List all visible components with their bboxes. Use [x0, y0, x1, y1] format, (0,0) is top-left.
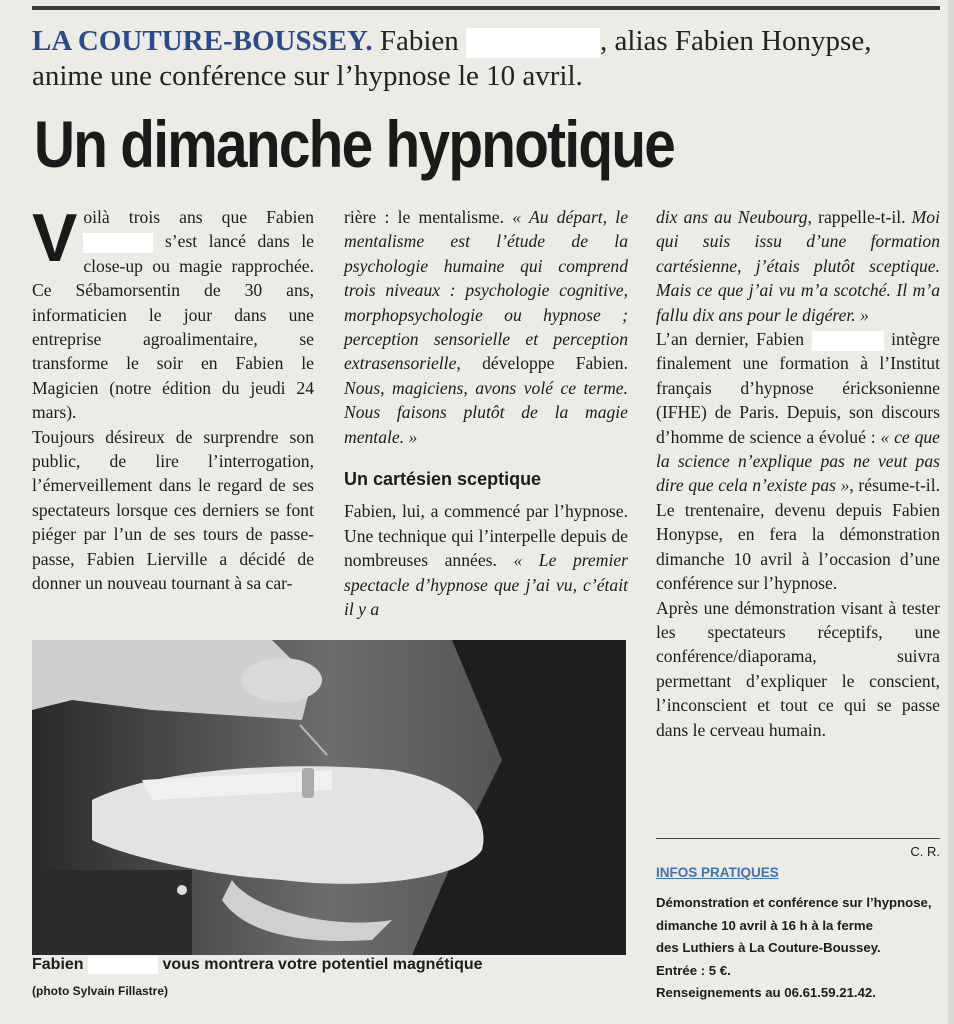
text: Fabien, lui, a commencé par l’hypnose. Une technique qui l’interpelle depuis de nombreuses années. [344, 501, 628, 571]
redacted-name [812, 331, 884, 351]
paragraph [656, 205, 940, 327]
hands-photo-illustration [32, 640, 626, 955]
text: , développe Fabien. [456, 353, 628, 374]
paragraph [32, 200, 314, 425]
quote: Moi qui suis issu d’une formation cartésienne, j’étais plutôt sceptique. Mais ce que j’ai vu m’a scotché. Il m’a fallu dix ans pour le digérer. » [656, 207, 940, 325]
paragraph [344, 205, 628, 449]
paragraph [344, 499, 628, 621]
kicker-text-2: , alias Fabien Honypse, anime une conférence sur l’hypnose le 10 avril. [32, 25, 872, 92]
redacted-name [83, 233, 153, 253]
paragraph [656, 327, 940, 595]
infos-title: INFOS PRATIQUES [656, 865, 779, 880]
column-3 [656, 205, 940, 742]
info-line: Entrée : 5 €. [656, 962, 731, 978]
redacted-name [466, 28, 600, 58]
paragraph: Après une démonstration visant à tester les spectateurs réceptifs, une conférence/diaporama, suivra permettant d’expliquer le conscient, l’inconscient et tout ce qui se passe dans le cerveau humain. [656, 597, 940, 740]
quote: « ce que la science n’explique pas ne veut pas dire que cela n’existe pas » [656, 426, 940, 496]
quote: « Le premier spectacle d’hypnose que j’ai vu, c’était il y a [344, 550, 628, 620]
column-2 [344, 205, 628, 622]
kicker-text-1: Fabien [372, 25, 467, 57]
headline: Un dimanche hypnotique [34, 107, 675, 181]
text: intègre finalement une formation à l’Institut français d’hypnose éricksonienne (IFHE) de Paris. Depuis, son discours d’homme de science a évolué : [656, 329, 940, 447]
quote: dix ans au Neubourg [656, 207, 808, 227]
infos-body [656, 892, 946, 1005]
kicker-place: LA COUTURE-BOUSSEY. [32, 25, 373, 57]
quote: « Au départ, le mentalisme est l’étude de la psychologie humaine qui comprend trois niveaux : psychologie cognitive, morphopsychologie ou hypnose ; perception sensorielle et perception extrasensorielle [344, 207, 629, 374]
quote: Nous, magiciens, avons volé ce terme. Nous faisons plutôt de la magie mentale. » [344, 377, 628, 447]
info-line: Démonstration et conférence sur l’hypnose, [656, 895, 932, 910]
text: Fabien [32, 956, 89, 974]
text: oilà trois ans que Fabien [83, 207, 314, 227]
subheading: Un cartésien sceptique [344, 469, 542, 490]
photo-credit: (photo Sylvain Fillastre) [32, 984, 169, 998]
redacted-name [88, 956, 158, 974]
photo-caption [32, 956, 483, 974]
text: s’est lancé dans le close-up ou magie rapprochée. Ce Sébamorsentin de 30 ans, informaticien le jour dans une entreprise agroalimentaire, se transforme le soir en Fabien le Magicien (notre édition du jeudi 24 mars). [32, 231, 314, 423]
info-line: des Luthiers à La Couture-Boussey. [656, 940, 881, 955]
text: vous montrera votre potentiel magnétique [158, 956, 483, 974]
text: rière : le mentalisme. [344, 207, 513, 227]
text: , rappelle-t-il. [807, 207, 912, 227]
page-edge [948, 0, 954, 1024]
article-photo [32, 640, 626, 955]
info-line: dimanche 10 avril à 16 h à la ferme [656, 917, 873, 933]
divider [656, 838, 940, 839]
top-rule [32, 6, 940, 10]
paragraph: Toujours désireux de surprendre son public, de lire l’interrogation, l’émerveillement dans le regard de ses spectateurs lorsque ces derniers se font piéger par l’un de ses tours de passe-passe, Fabien Lierville a décidé de donner un nouveau tournant à sa car- [32, 426, 314, 594]
article-kicker [32, 24, 912, 94]
text: L’an dernier, Fabien [656, 329, 812, 350]
column-1 [32, 200, 314, 596]
drop-cap: V [32, 200, 78, 276]
info-line: Renseignements au 06.61.59.21.42. [656, 985, 876, 1000]
author-signature: C. R. [910, 844, 940, 859]
text: , résume-t-il. Le trentenaire, devenu depuis Fabien Honypse, en fera la démonstration dimanche 10 avril à l’occasion d’une conférence sur l’hypnose. [656, 475, 940, 594]
